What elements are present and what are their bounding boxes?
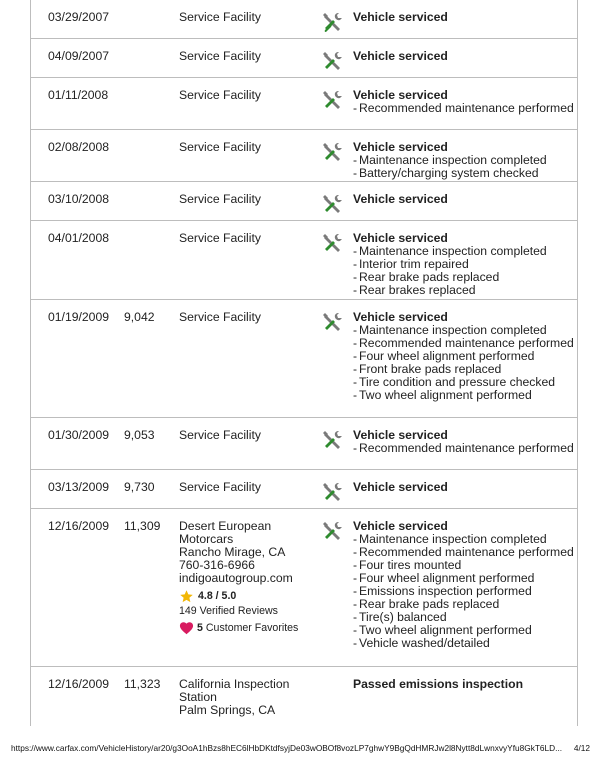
record-row	[31, 418, 577, 470]
record-odometer: 9,042	[124, 310, 155, 324]
vehicle-history-table	[30, 0, 578, 726]
record-details: Vehicle serviced - Recommended maintenance performed	[353, 429, 575, 455]
record-details: Vehicle serviced	[353, 10, 448, 24]
footer-url: https://www.carfax.com/VehicleHistory/ar20/g3OoA1hBzs8hEC6lHbDKtdfsyjDe03wOBOf8vozLP7ghwY9BgQdHMRJw2l8Nytt8dLwnxvyYfu8GkT6LD...	[11, 743, 563, 753]
record-source: Service Facility	[179, 428, 261, 442]
record-details: Vehicle serviced	[353, 192, 448, 206]
record-odometer: 11,309	[124, 519, 161, 533]
record-source: Service Facility	[179, 140, 261, 154]
record-details: Vehicle serviced - Recommended maintenance performed	[353, 89, 575, 115]
record-odometer: 11,323	[124, 677, 161, 691]
record-details: Vehicle serviced	[353, 480, 448, 494]
record-details: Vehicle serviced - Maintenance inspection completed - Battery/charging system checked	[353, 141, 575, 180]
record-date: 04/01/2008	[48, 231, 109, 245]
record-source: Service Facility	[179, 192, 261, 206]
record-odometer: 9,053	[124, 428, 155, 442]
service-tools-icon	[321, 51, 343, 73]
record-details: Vehicle serviced - Maintenance inspection completed - Recommended maintenance performed - Four wheel alignment performed - Front brake pads replaced - Tire condition and pressure checked - Two wheel alignment performed	[353, 311, 575, 402]
record-date: 01/19/2009	[48, 310, 109, 324]
record-row	[31, 509, 577, 667]
record-row	[31, 130, 577, 182]
record-date: 02/08/2008	[48, 140, 109, 154]
record-details: Passed emissions inspection	[353, 677, 524, 691]
record-date: 01/30/2009	[48, 428, 109, 442]
service-tools-icon	[321, 521, 343, 543]
record-row	[31, 300, 577, 418]
service-tools-icon	[321, 233, 343, 255]
service-tools-icon	[321, 12, 343, 34]
record-date: 04/09/2007	[48, 49, 109, 63]
dealer-website-link[interactable]: indigoautogroup.com	[179, 571, 293, 585]
record-row	[31, 221, 577, 300]
record-date: 03/13/2009	[48, 480, 109, 494]
record-row	[31, 39, 577, 78]
record-source: Service Facility	[179, 480, 261, 494]
service-tools-icon	[321, 312, 343, 334]
record-source: Desert European Motorcars Rancho Mirage, CA 760-316-6966 indigoautogroup.com 4.8 / 5.0 149 Verified Reviews 5 Customer Favorites	[179, 520, 309, 635]
record-date: 01/11/2008	[48, 88, 109, 102]
service-tools-icon	[321, 430, 343, 452]
record-details: Vehicle serviced - Maintenance inspection completed - Recommended maintenance performed - Four tires mounted - Four wheel alignment performed - Emissions inspection performed - Rear brake pads replaced - Tire(s) balanced - Two wheel alignment performed - Vehicle washed/detailed	[353, 520, 575, 650]
record-source: Service Facility	[179, 231, 261, 245]
record-source: California Inspection Station Palm Springs, CA	[179, 677, 290, 717]
record-details: Vehicle serviced - Maintenance inspection completed - Interior trim repaired - Rear brake pads replaced - Rear brakes replaced	[353, 232, 575, 297]
record-odometer: 9,730	[124, 480, 155, 494]
heart-icon	[179, 621, 194, 635]
page-footer	[0, 743, 612, 757]
service-tools-icon	[321, 90, 343, 112]
service-tools-icon	[321, 194, 343, 216]
record-source: Service Facility	[179, 49, 261, 63]
record-details: Vehicle serviced	[353, 49, 448, 63]
service-tools-icon	[321, 142, 343, 164]
service-tools-icon	[321, 482, 343, 504]
record-date: 12/16/2009	[48, 677, 109, 691]
customer-favorites: 5 Customer Favorites	[179, 621, 309, 635]
dealer-rating: 4.8 / 5.0	[179, 589, 309, 604]
record-row	[31, 78, 577, 130]
record-source: Service Facility	[179, 88, 261, 102]
record-source: Service Facility	[179, 10, 261, 24]
record-row	[31, 182, 577, 221]
record-date: 03/29/2007	[48, 10, 109, 24]
verified-reviews-link[interactable]: 149 Verified Reviews	[179, 605, 278, 617]
star-icon	[179, 589, 194, 604]
record-date: 03/10/2008	[48, 192, 109, 206]
record-source: Service Facility	[179, 310, 261, 324]
record-row	[31, 470, 577, 509]
record-row	[31, 667, 577, 726]
record-date: 12/16/2009	[48, 519, 109, 533]
record-row	[31, 0, 577, 39]
page-number: 4/12	[573, 743, 590, 753]
